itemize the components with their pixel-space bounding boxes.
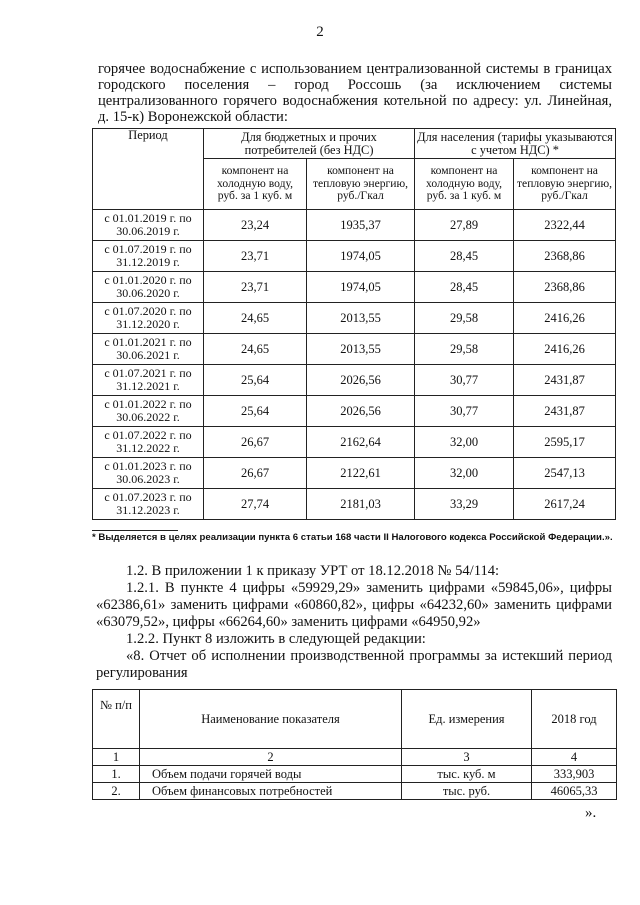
section-1-2-2: 1.2.2. Пункт 8 изложить в следующей редакции: [126,631,426,647]
row-population-heat: 2322,44 [514,210,616,241]
tariff-row [93,396,616,427]
row-budget-cold: 24,65 [204,303,307,334]
report-table [92,689,617,800]
row-period: с 01.01.2020 г. по 30.06.2020 г. [93,272,204,303]
row-budget-heat: 2026,56 [307,396,415,427]
row-population-cold: 27,89 [415,210,514,241]
report-row-name: Объем подачи горячей воды [140,766,402,783]
population-cold-header: компонент на холодную воду, руб. за 1 куб. м [415,159,514,210]
report-num-header: № п/п [93,690,140,749]
row-period: с 01.07.2022 г. по 31.12.2022 г. [93,427,204,458]
row-population-heat: 2431,87 [514,365,616,396]
tariff-row [93,210,616,241]
row-population-heat: 2617,24 [514,489,616,520]
report-row-name: Объем финансовых потребностей [140,783,402,800]
row-budget-cold: 27,74 [204,489,307,520]
row-period: с 01.01.2021 г. по 30.06.2021 г. [93,334,204,365]
report-index-1: 1 [93,749,140,766]
row-budget-heat: 1974,05 [307,241,415,272]
row-population-heat: 2416,26 [514,334,616,365]
row-population-cold: 28,45 [415,272,514,303]
row-period: с 01.01.2022 г. по 30.06.2022 г. [93,396,204,427]
row-population-heat: 2547,13 [514,458,616,489]
row-period: с 01.01.2019 г. по 30.06.2019 г. [93,210,204,241]
row-budget-heat: 2122,61 [307,458,415,489]
section-1-2: 1.2. В приложении 1 к приказу УРТ от 18.12.2018 № 54/114: [126,563,500,579]
footnote: * Выделяется в целях реализации пункта 6 статьи 168 части II Налогового кодекса Российской Федерации.». [92,532,613,543]
row-budget-heat: 1974,05 [307,272,415,303]
row-budget-cold: 25,64 [204,396,307,427]
row-population-heat: 2368,86 [514,272,616,303]
intro-paragraph [98,61,612,125]
footnote-divider [92,530,178,531]
page-number: 2 [316,24,324,40]
intro-text: горячее водоснабжение с использованием централизованной системы в границах городского поселения – город Россошь (за исключением системы централизованного горячего водоснабжения котельной по адресу: ул. Линейная, д. 15-к) Воронежской области: [98,61,612,125]
tariff-row [93,272,616,303]
report-row-num: 2. [93,783,140,800]
report-row [93,766,617,783]
report-row [93,783,617,800]
period-header: Период [93,129,204,210]
report-index-3: 3 [402,749,532,766]
tariff-row [93,458,616,489]
report-row-value: 333,903 [532,766,617,783]
row-budget-heat: 2181,03 [307,489,415,520]
report-row-unit: тыс. куб. м [402,766,532,783]
budget-heat-header: компонент на тепловую энергию, руб./Гкал [307,159,415,210]
row-budget-cold: 26,67 [204,427,307,458]
report-name-header: Наименование показателя [140,690,402,749]
row-population-cold: 29,58 [415,334,514,365]
row-budget-heat: 2162,64 [307,427,415,458]
population-group-header: Для населения (тарифы указываются с учетом НДС) * [415,129,616,159]
amendments-block [96,563,612,682]
report-index-2: 2 [140,749,402,766]
tariff-row [93,303,616,334]
row-population-heat: 2416,26 [514,303,616,334]
tariff-row [93,427,616,458]
report-year-header: 2018 год [532,690,617,749]
tariff-row [93,334,616,365]
row-period: с 01.07.2019 г. по 31.12.2019 г. [93,241,204,272]
section-8-title: «8. Отчет об исполнении производственной программы за истекший период регулирования [96,648,612,681]
row-population-heat: 2431,87 [514,396,616,427]
row-budget-cold: 23,71 [204,272,307,303]
report-row-value: 46065,33 [532,783,617,800]
report-row-num: 1. [93,766,140,783]
row-budget-cold: 25,64 [204,365,307,396]
row-budget-heat: 2013,55 [307,334,415,365]
budget-cold-header: компонент на холодную воду, руб. за 1 куб. м [204,159,307,210]
row-population-cold: 29,58 [415,303,514,334]
row-budget-heat: 1935,37 [307,210,415,241]
row-population-heat: 2595,17 [514,427,616,458]
row-population-cold: 33,29 [415,489,514,520]
row-period: с 01.07.2023 г. по 31.12.2023 г. [93,489,204,520]
row-population-cold: 30,77 [415,396,514,427]
row-budget-heat: 2026,56 [307,365,415,396]
row-budget-cold: 24,65 [204,334,307,365]
report-unit-header: Ед. измерения [402,690,532,749]
row-population-heat: 2368,86 [514,241,616,272]
row-population-cold: 30,77 [415,365,514,396]
row-population-cold: 28,45 [415,241,514,272]
section-1-2-1: 1.2.1. В пункте 4 цифры «59929,29» заменить цифрами «59845,06», цифры «62386,61» заменить цифрами «60860,82», цифры «64232,60» заменить цифрами «63079,52», цифры «66264,60» заменить цифрами «64950,92» [96,580,612,630]
row-budget-cold: 23,24 [204,210,307,241]
report-index-4: 4 [532,749,617,766]
budget-group-header: Для бюджетных и прочих потребителей (без НДС) [204,129,415,159]
row-budget-cold: 26,67 [204,458,307,489]
tariff-row [93,241,616,272]
row-period: с 01.01.2023 г. по 30.06.2023 г. [93,458,204,489]
row-population-cold: 32,00 [415,427,514,458]
row-period: с 01.07.2020 г. по 31.12.2020 г. [93,303,204,334]
closing-quote: ». [585,805,597,821]
tariff-row [93,489,616,520]
row-budget-heat: 2013,55 [307,303,415,334]
row-population-cold: 32,00 [415,458,514,489]
row-period: с 01.07.2021 г. по 31.12.2021 г. [93,365,204,396]
report-row-unit: тыс. руб. [402,783,532,800]
tariff-table [92,128,616,520]
row-budget-cold: 23,71 [204,241,307,272]
tariff-row [93,365,616,396]
population-heat-header: компонент на тепловую энергию, руб./Гкал [514,159,616,210]
